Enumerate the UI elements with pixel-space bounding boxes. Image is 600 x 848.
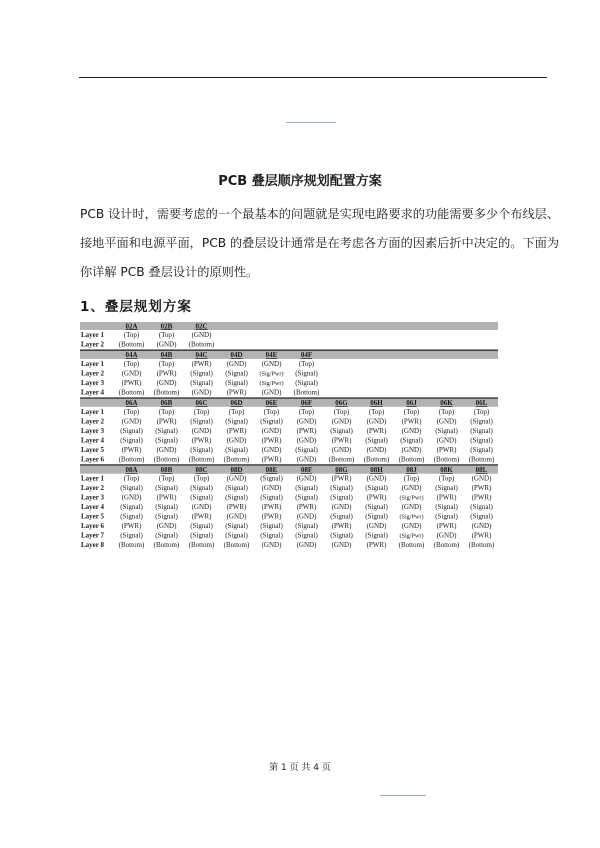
layer-cell: (Bottom) (118, 388, 145, 397)
layer-cell: (GND) (401, 445, 422, 454)
layer-cell: (PWR) (331, 474, 352, 483)
layer-cell: (GND) (401, 484, 422, 493)
layer-cell: (Signal) (295, 369, 318, 378)
layer-cell: (Top) (158, 474, 175, 483)
layer-cell: (Signal) (470, 426, 493, 435)
footer-link-mark (380, 795, 426, 796)
stackup-code-label: 08D (230, 466, 243, 474)
layer-cell: (Bottom) (188, 340, 215, 349)
layer-cell: (GND) (226, 512, 247, 521)
layer-cell: (Signal) (225, 493, 248, 502)
layer-cell: (Signal) (470, 436, 493, 445)
layer-cell: (Top) (158, 359, 175, 368)
stackup-code-label: 06E (265, 399, 278, 408)
stackup-code-label: 08H (370, 466, 383, 474)
layer-cell: (Bottom) (153, 541, 180, 550)
layer-cell: (Signal) (400, 436, 423, 445)
header-link-mark (286, 122, 336, 123)
layer-cell: (Bottom) (328, 455, 355, 464)
stackup-code-label: 04F (300, 351, 313, 360)
layer-cell: (Signal) (155, 512, 178, 521)
layer-cell: (Signal) (330, 484, 353, 493)
layer-cell: (GND) (191, 503, 212, 512)
layer-cell: (Signal) (435, 512, 458, 521)
layer-cell: (Top) (368, 407, 385, 416)
layer-cell: (Sig/Pwr) (399, 513, 424, 521)
layer-cell: (PWR) (191, 436, 212, 445)
layer-label: Layer 7 (81, 531, 105, 540)
layer-cell: (GND) (366, 474, 387, 483)
layer-cell: (GND) (471, 474, 492, 483)
layer-cell: (PWR) (296, 426, 317, 435)
group-header-band (80, 399, 498, 407)
layer-cell: (GND) (296, 417, 317, 426)
layer-cell: (Signal) (190, 369, 213, 378)
layer-cell: (GND) (121, 493, 142, 502)
layer-cell: (GND) (191, 426, 212, 435)
layer-cell: (Sig/Pwr) (259, 379, 284, 387)
layer-cell: (Signal) (120, 436, 143, 445)
paragraph-line: PCB 设计时，需要考虑的一个最基本的问题就是实现电路要求的功能需要多少个布线层、 (80, 207, 560, 221)
layer-cell: (Signal) (120, 503, 143, 512)
layer-cell: (Sig/Pwr) (399, 494, 424, 502)
layer-cell: (Signal) (365, 484, 388, 493)
layer-label: Layer 1 (81, 407, 105, 416)
layer-label: Layer 1 (81, 359, 105, 368)
layer-cell: (PWR) (191, 512, 212, 521)
layer-cell: (Signal) (365, 512, 388, 521)
layer-cell: (Top) (123, 474, 140, 483)
layer-cell: (Bottom) (363, 455, 390, 464)
page-footer: 第 1 页 共 4 页 (269, 763, 331, 773)
header-rule (79, 77, 547, 78)
layer-label: Layer 4 (81, 388, 105, 397)
layer-cell: (GND) (436, 531, 457, 540)
stackup-code-label: 04C (195, 351, 208, 360)
stackup-code-label: 04A (125, 351, 138, 360)
layer-cell: (PWR) (436, 522, 457, 531)
layer-cell: (GND) (331, 417, 352, 426)
layer-label: Layer 5 (81, 445, 105, 454)
layer-label: Layer 6 (81, 455, 105, 464)
layer-cell: (PWR) (261, 503, 282, 512)
layer-cell: (Bottom) (188, 541, 215, 550)
layer-cell: (GND) (121, 369, 142, 378)
stackup-code-label: 06H (370, 399, 383, 408)
layer-cell: (Sig/Pwr) (399, 532, 424, 540)
layer-cell: (Signal) (190, 531, 213, 540)
layer-label: Layer 4 (81, 503, 105, 512)
layer-cell: (Signal) (365, 503, 388, 512)
layer-label: Layer 1 (81, 474, 105, 483)
layer-cell: (PWR) (156, 369, 177, 378)
layer-cell: (GND) (261, 445, 282, 454)
layer-label: Layer 2 (81, 484, 105, 493)
paragraph-line: 接地平面和电源平面，PCB 的叠层设计通常是在考虑各方面的因素后折中决定的。下面为 (80, 236, 560, 250)
layer-cell: (Top) (403, 474, 420, 483)
section-heading: 1、叠层规划方案 (80, 299, 192, 315)
layer-cell: (Bottom) (223, 455, 250, 464)
layer-label: Layer 3 (81, 426, 105, 435)
layer-cell: (GND) (331, 445, 352, 454)
stackup-code-label: 08B (160, 466, 173, 474)
layer-cell: (PWR) (121, 522, 142, 531)
layer-cell: (Bottom) (398, 455, 425, 464)
layer-cell: (Signal) (330, 512, 353, 521)
layer-cell: (Top) (123, 359, 140, 368)
layer-cell: (Bottom) (468, 541, 495, 550)
layer-cell: (GND) (296, 541, 317, 550)
layer-cell: (Bottom) (118, 541, 145, 550)
layer-cell: (GND) (401, 426, 422, 435)
layer-cell: (Signal) (120, 512, 143, 521)
layer-cell: (Signal) (190, 378, 213, 387)
layer-cell: (Signal) (190, 445, 213, 454)
layer-cell: (GND) (261, 426, 282, 435)
layer-cell: (GND) (471, 522, 492, 531)
layer-cell: (Signal) (120, 484, 143, 493)
layer-cell: (Signal) (295, 531, 318, 540)
stackup-code-label: 06F (300, 399, 313, 408)
layer-cell: (PWR) (471, 484, 492, 493)
layer-cell: (PWR) (296, 503, 317, 512)
stackup-code-label: 02A (125, 322, 138, 331)
stackup-code-label: 04E (265, 351, 278, 360)
layer-cell: (Signal) (155, 436, 178, 445)
layer-cell: (GND) (156, 445, 177, 454)
stackup-code-label: 08F (300, 466, 313, 474)
layer-label: Layer 3 (81, 493, 105, 502)
layer-cell: (PWR) (226, 426, 247, 435)
layer-cell: (PWR) (471, 493, 492, 502)
layer-cell: (GND) (331, 541, 352, 550)
layer-cell: (Signal) (120, 426, 143, 435)
stackup-code-label: 06B (160, 399, 173, 408)
layer-cell: (Signal) (225, 378, 248, 387)
layer-cell: (Signal) (190, 417, 213, 426)
layer-cell: (Signal) (155, 531, 178, 540)
layer-cell: (PWR) (191, 359, 212, 368)
layer-cell: (Signal) (295, 493, 318, 502)
layer-cell: (GND) (261, 388, 282, 397)
layer-cell: (Signal) (295, 445, 318, 454)
layer-cell: (Signal) (260, 417, 283, 426)
layer-cell: (Top) (158, 407, 175, 416)
layer-cell: (Top) (333, 407, 350, 416)
group-header-band (80, 351, 498, 359)
stackup-code-label: 06G (335, 399, 348, 408)
layer-cell: (PWR) (366, 426, 387, 435)
layer-cell: (PWR) (226, 388, 247, 397)
layer-cell: (Signal) (225, 522, 248, 531)
layer-cell: (Top) (298, 359, 315, 368)
layer-label: Layer 8 (81, 541, 105, 550)
layer-cell: (Signal) (225, 445, 248, 454)
layer-cell: (Signal) (260, 493, 283, 502)
layer-cell: (GND) (366, 445, 387, 454)
layer-cell: (Signal) (260, 522, 283, 531)
layer-cell: (Signal) (190, 522, 213, 531)
layer-cell: (GND) (226, 359, 247, 368)
layer-cell: (Bottom) (468, 455, 495, 464)
layer-cell: (Bottom) (433, 455, 460, 464)
layer-label: Layer 6 (81, 522, 105, 531)
layer-cell: (GND) (296, 436, 317, 445)
layer-cell: (GND) (191, 388, 212, 397)
layer-cell: (Bottom) (188, 455, 215, 464)
layer-cell: (Signal) (330, 493, 353, 502)
layer-cell: (Signal) (190, 493, 213, 502)
layer-cell: (Signal) (330, 426, 353, 435)
intro-paragraph (80, 200, 560, 287)
layer-cell: (Top) (263, 407, 280, 416)
layer-cell: (GND) (156, 522, 177, 531)
layer-cell: (GND) (401, 522, 422, 531)
layer-cell: (Bottom) (118, 340, 145, 349)
layer-cell: (GND) (226, 436, 247, 445)
layer-cell: (Signal) (470, 512, 493, 521)
layer-cell: (Signal) (470, 445, 493, 454)
stackup-code-label: 06A (125, 399, 138, 408)
layer-cell: (PWR) (401, 417, 422, 426)
document-title: PCB 叠层顺序规划配置方案 (218, 174, 382, 189)
layer-cell: (Signal) (470, 417, 493, 426)
layer-cell: (Bottom) (153, 455, 180, 464)
layer-cell: (Top) (228, 407, 245, 416)
layer-cell: (GND) (296, 512, 317, 521)
stackup-code-label: 08L (475, 466, 488, 474)
stackup-code-label: 08A (125, 466, 138, 474)
layer-cell: (PWR) (436, 445, 457, 454)
layer-cell: (Top) (438, 407, 455, 416)
layer-cell: (Bottom) (398, 541, 425, 550)
layer-cell: (PWR) (156, 417, 177, 426)
layer-cell: (Signal) (190, 484, 213, 493)
stackup-code-label: 02C (195, 322, 208, 331)
paragraph-line: 你详解 PCB 叠层设计的原则性。 (80, 265, 259, 279)
layer-cell: (Signal) (260, 531, 283, 540)
layer-cell: (Signal) (295, 378, 318, 387)
layer-cell: (Signal) (435, 426, 458, 435)
layer-cell: (Signal) (365, 531, 388, 540)
layer-cell: (GND) (121, 417, 142, 426)
layer-cell: (GND) (296, 474, 317, 483)
layer-cell: (PWR) (261, 436, 282, 445)
layer-cell: (GND) (366, 417, 387, 426)
layer-cell: (Signal) (435, 503, 458, 512)
layer-cell: (GND) (156, 340, 177, 349)
stackup-code-label: 06L (475, 399, 488, 408)
stackup-code-label: 08C (195, 466, 208, 474)
group-divider (80, 464, 498, 465)
layer-cell: (Signal) (225, 369, 248, 378)
layer-cell: (Bottom) (433, 541, 460, 550)
layer-cell: (Signal) (225, 531, 248, 540)
layer-cell: (PWR) (156, 493, 177, 502)
layer-cell: (Top) (473, 407, 490, 416)
layer-cell: (Signal) (295, 484, 318, 493)
layer-cell: (Top) (158, 331, 175, 339)
group-header-band (80, 466, 498, 474)
layer-cell: (Signal) (155, 426, 178, 435)
layer-cell: (PWR) (331, 522, 352, 531)
group-header-band (80, 322, 498, 330)
layer-cell: (GND) (156, 378, 177, 387)
layer-cell: (PWR) (366, 541, 387, 550)
layer-cell: (GND) (261, 484, 282, 493)
layer-cell: (Top) (123, 407, 140, 416)
layer-cell: (Top) (438, 474, 455, 483)
layer-cell: (Sig/Pwr) (259, 370, 284, 378)
layer-cell: (Signal) (120, 531, 143, 540)
layer-cell: (Bottom) (118, 455, 145, 464)
stackup-code-label: 04B (160, 351, 173, 360)
layer-cell: (Signal) (225, 417, 248, 426)
layer-label: Layer 4 (81, 436, 105, 445)
layer-cell: (GND) (226, 474, 247, 483)
group-divider (80, 397, 498, 398)
layer-cell: (PWR) (226, 503, 247, 512)
layer-cell: (GND) (331, 503, 352, 512)
layer-cell: (PWR) (261, 455, 282, 464)
layer-cell: (PWR) (121, 445, 142, 454)
layer-label: Layer 1 (81, 331, 105, 339)
layer-label: Layer 2 (81, 340, 105, 349)
layer-cell: (Signal) (260, 474, 283, 483)
layer-cell: (GND) (401, 503, 422, 512)
layer-cell: (Bottom) (223, 541, 250, 550)
layer-cell: (Top) (193, 474, 210, 483)
layer-cell: (GND) (296, 455, 317, 464)
layer-label: Layer 3 (81, 378, 105, 387)
layer-cell: (Top) (298, 407, 315, 416)
layer-cell: (PWR) (366, 493, 387, 502)
layer-cell: (PWR) (261, 512, 282, 521)
stackup-code-label: 06C (195, 399, 208, 408)
group-divider (80, 350, 498, 351)
layer-cell: (Signal) (225, 484, 248, 493)
stackup-code-label: 08G (335, 466, 348, 474)
layer-cell: (Signal) (435, 484, 458, 493)
layer-cell: (PWR) (121, 378, 142, 387)
layer-cell: (Top) (193, 407, 210, 416)
layer-cell: (Signal) (155, 503, 178, 512)
stackup-code-label: 08K (440, 466, 453, 474)
layer-label: Layer 2 (81, 369, 105, 378)
layer-cell: (Signal) (470, 503, 493, 512)
layer-label: Layer 2 (81, 417, 105, 426)
stackup-code-label: 06K (440, 399, 453, 408)
stackup-code-label: 06D (230, 399, 243, 408)
layer-cell: (PWR) (436, 493, 457, 502)
stackup-code-label: 08E (265, 466, 278, 474)
layer-label: Layer 5 (81, 512, 105, 521)
stackup-code-label: 06J (406, 399, 417, 408)
layer-cell: (GND) (436, 436, 457, 445)
layer-cell: (Bottom) (293, 388, 320, 397)
stackup-code-label: 04D (230, 351, 243, 360)
layer-cell: (Signal) (365, 436, 388, 445)
layer-cell: (GND) (261, 359, 282, 368)
layer-cell: (GND) (366, 522, 387, 531)
layer-cell: (Bottom) (153, 388, 180, 397)
layer-cell: (GND) (191, 331, 212, 339)
layer-cell: (Signal) (330, 531, 353, 540)
layer-cell: (PWR) (331, 436, 352, 445)
layer-cell: (PWR) (471, 531, 492, 540)
layer-cell: (Signal) (295, 522, 318, 531)
layer-cell: (Top) (123, 331, 140, 339)
stackup-code-label: 02B (160, 322, 173, 331)
stackup-code-label: 08J (406, 466, 417, 474)
layer-cell: (Signal) (155, 484, 178, 493)
layer-cell: (Top) (403, 407, 420, 416)
layer-cell: (GND) (436, 417, 457, 426)
layer-stack-table (80, 321, 498, 556)
layer-cell: (GND) (261, 541, 282, 550)
